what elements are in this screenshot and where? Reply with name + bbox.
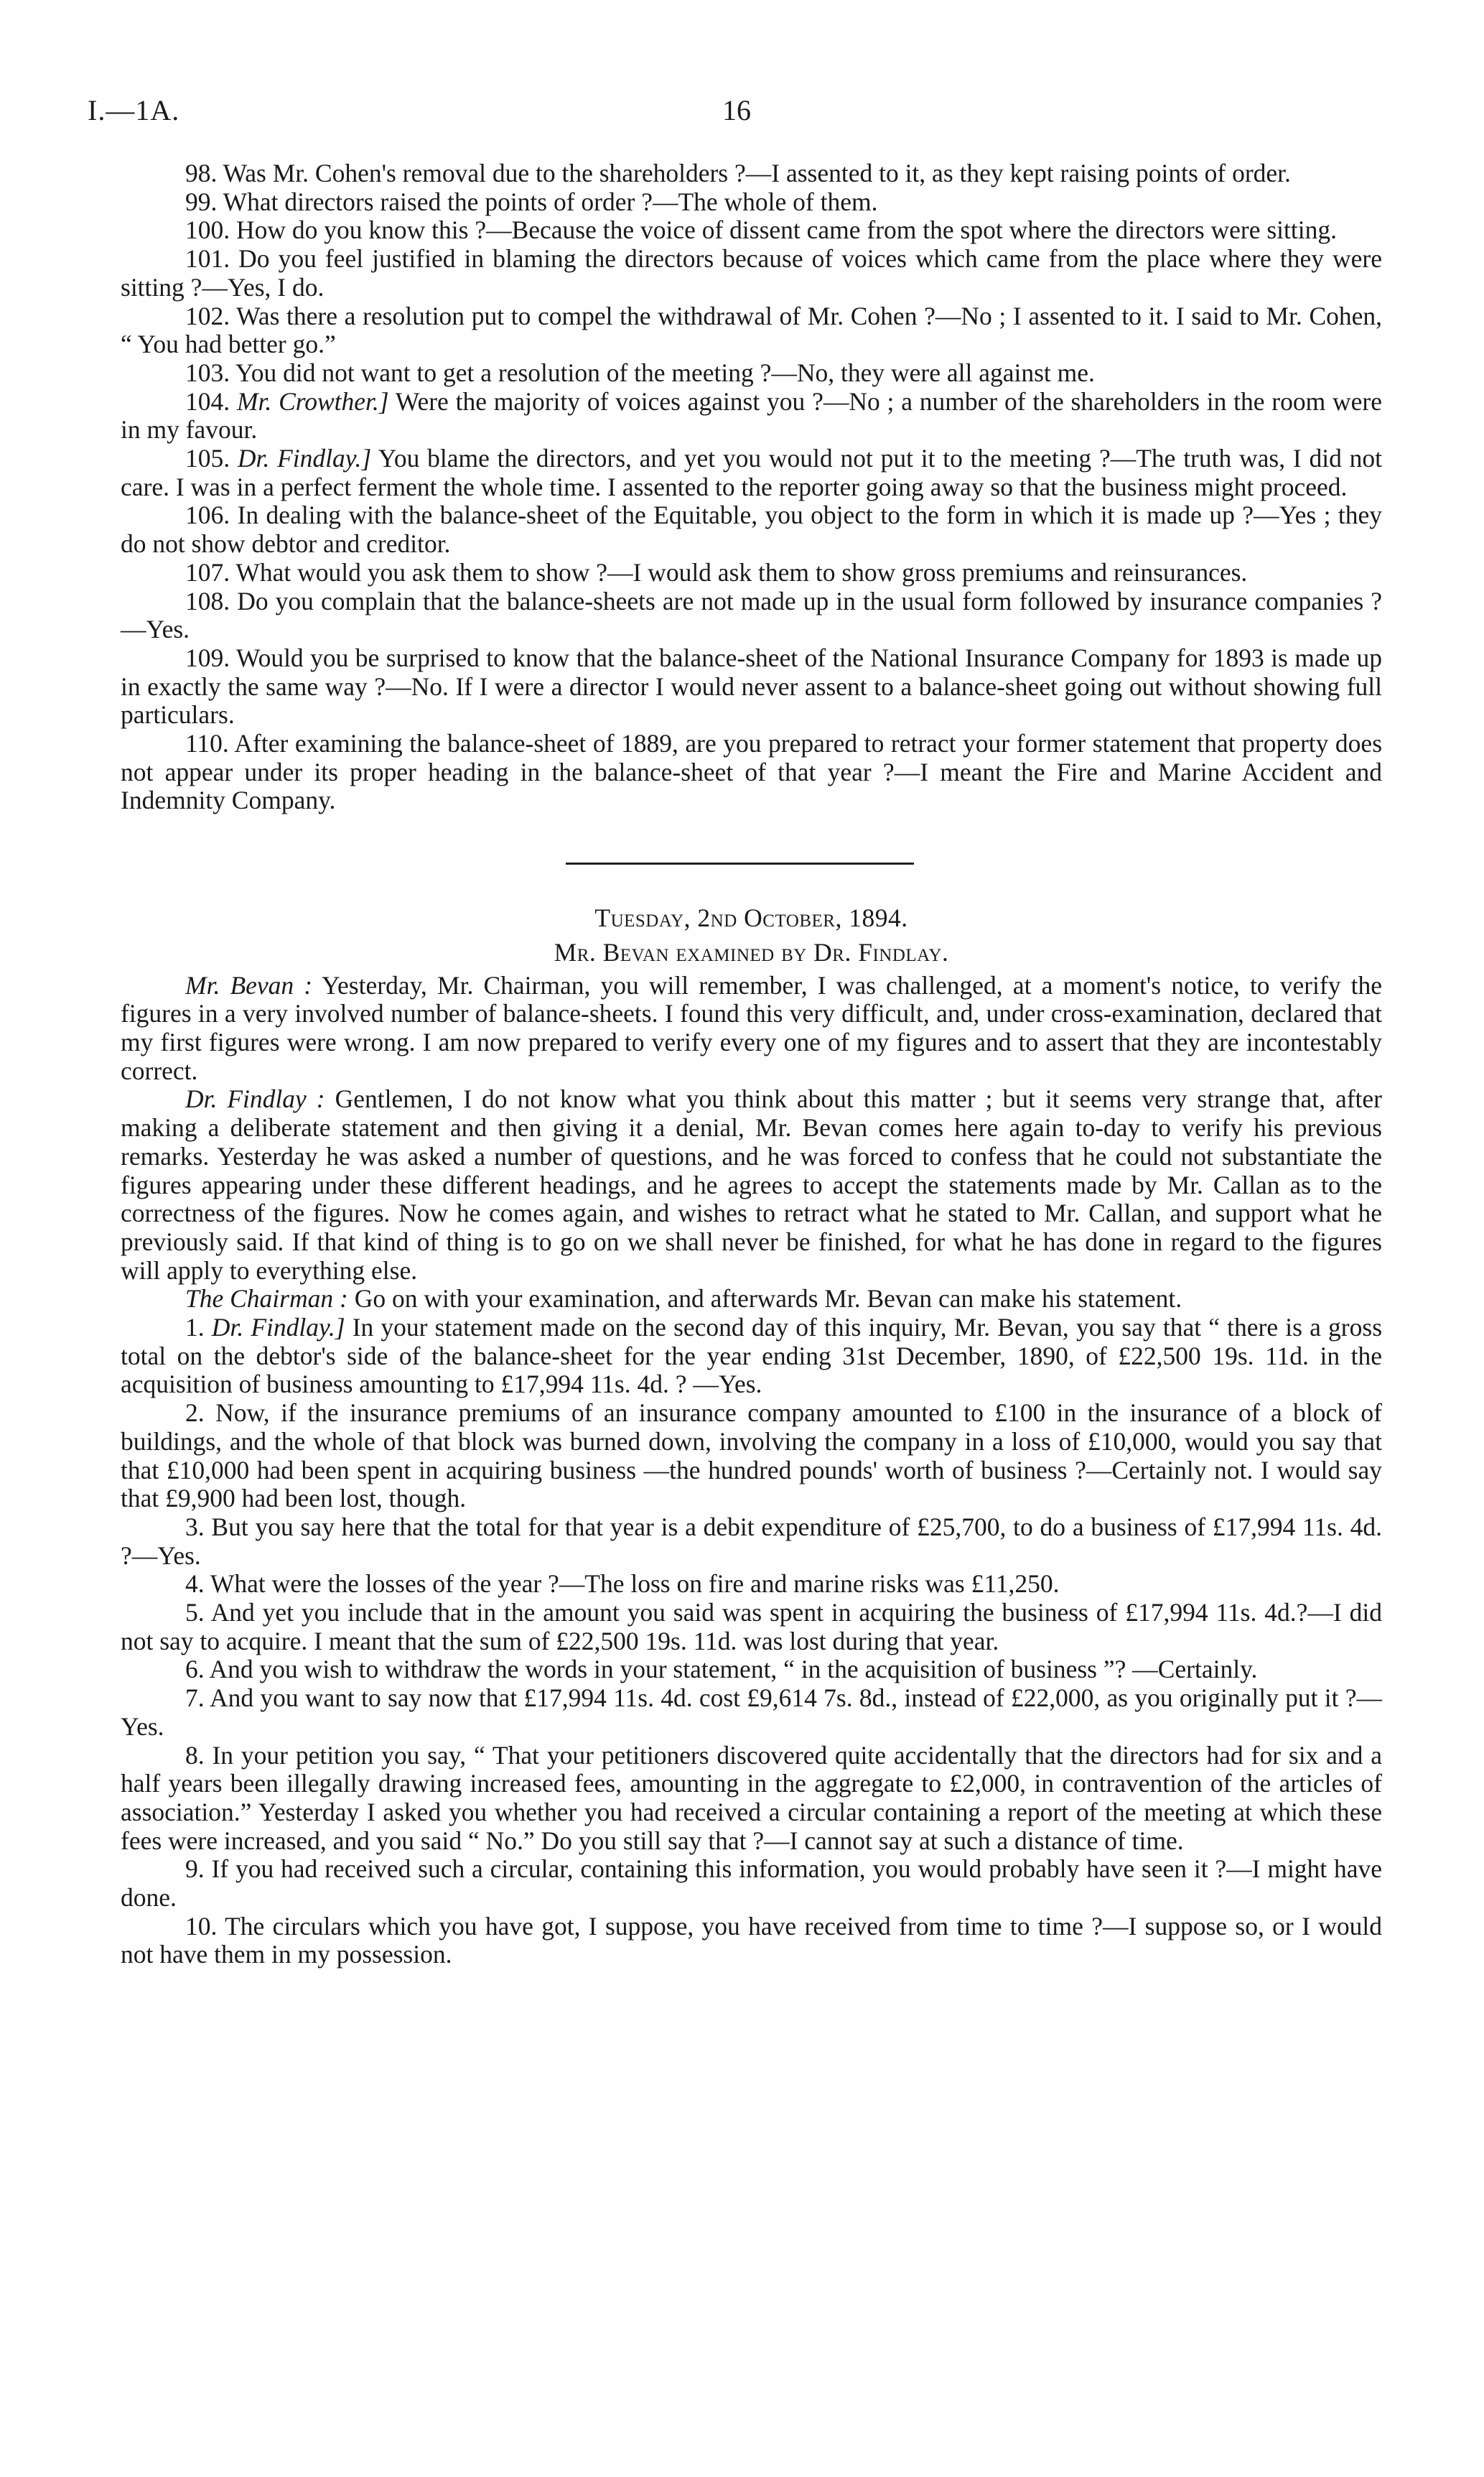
question-answer [121, 388, 1382, 445]
question-answer [121, 188, 1382, 217]
question-answer [121, 159, 1382, 188]
question-number: 98. [185, 159, 218, 187]
statement-text: Gentlemen, I do not know what you think about this matter ; but it seems very strange that, after making a deliberate statement and then giving it a denial, Mr. Bevan comes here again to-day to verify his previous remarks. Yesterday he was asked a number of questions, and he was forced to confess that he could not substantiate the figures appearing under these different headings, and he agrees to accept the statements made by Mr. Callan as to the correctness of the figures. Now he comes again, and wishes to retract what he stated to Mr. Callan, and support what he previously said. If that kind of thing is to go on we shall never be finished, for what he has done in regard to the figures will apply to everything else. [121, 1084, 1382, 1285]
question-text: Do you feel justified in blaming the directors because of voices which came from the place where they were sitting ?—Yes, I do. [121, 244, 1382, 302]
question-answer [121, 445, 1382, 501]
body-text [121, 159, 1382, 1969]
question-answer [121, 1599, 1382, 1655]
question-number: 100. [185, 215, 230, 245]
question-number: 3. [185, 1512, 205, 1541]
speaker-name: Mr. Bevan : [185, 970, 313, 1000]
question-answer [121, 1570, 1382, 1599]
examination-heading: Mr. Bevan examined by Dr. Findlay. [554, 937, 949, 967]
question-answer [121, 302, 1382, 359]
question-text: In your petition you say, “ That your petitioners discovered quite accidentally that the directors had for six and a half years been illegally drawing increased fees, amounting in the aggregate to £2,000, in contravention of the articles of association.” Yesterday I asked you whether you had received a circular containing a report of the meeting at which these fees were increased, and you said “ No.” Do you still say that ?—I cannot say at such a distance of time. [121, 1740, 1383, 1855]
question-number: 2. [185, 1398, 205, 1428]
question-number: 101. [185, 244, 230, 274]
question-number: 6. [185, 1655, 205, 1684]
statement-text: Yesterday, Mr. Chairman, you will remember, I was challenged, at a moment's notice, to verify the figures in a very involved number of balance-sheets. I found this very difficult, and, under cross-examination, declared that my first figures were wrong. I am now prepared to verify every one of my figures and to assert that they are incontestably correct. [121, 970, 1382, 1085]
question-answer [121, 1513, 1382, 1570]
question-text: In your statement made on the second day of this inquiry, Mr. Bevan, you say that “ there is a gross total on the debtor's side of the balance-sheet for the year ending 31st December, 1890, of £22,500 19s. 11d. in the acquisition of business amounting to £17,994 11s. 4d. ? —Yes. [121, 1313, 1383, 1399]
question-number: 7. [185, 1683, 205, 1713]
question-text: You did not want to get a resolution of the meeting ?—No, they were all against me. [235, 358, 1095, 387]
question-list-part2 [121, 1314, 1382, 1969]
question-answer [121, 501, 1382, 558]
question-answer [121, 559, 1382, 587]
question-text: Now, if the insurance premiums of an insurance company amounted to £100 in the insurance of a block of buildings, and the whole of that block was burned down, involving the company in a loss of £10,000, would you say that that £10,000 had been spent in acquiring business —the hundred pounds' worth of business ?—Certainly not. I would say that £9,900 had been lost, though. [121, 1398, 1383, 1513]
question-answer [121, 1655, 1382, 1684]
question-text: If you had received such a circular, containing this information, you would probably have seen it ?—I might have done. [121, 1854, 1383, 1913]
question-number: 1. [185, 1313, 205, 1342]
question-number: 107. [185, 557, 230, 587]
statement [121, 972, 1382, 1086]
question-number: 105. [185, 444, 230, 473]
question-number: 9. [185, 1854, 205, 1884]
question-text: Were the majority of voices against you ?—No ; a number of the shareholders in the room were in my favour. [121, 386, 1383, 445]
question-number: 4. [185, 1569, 205, 1599]
question-text: The circulars which you have got, I suppose, you have received from time to time ?—I suppose so, or I would not have them in my possession. [121, 1911, 1382, 1969]
question-answer [121, 216, 1382, 245]
speaker-name: Mr. Crowther.] [236, 386, 389, 416]
question-number: 10. [185, 1911, 218, 1941]
question-answer [121, 359, 1382, 388]
question-answer [121, 1742, 1382, 1856]
question-answer [121, 1314, 1382, 1399]
question-answer [121, 730, 1382, 815]
question-number: 103. [185, 358, 230, 387]
statement-list [121, 972, 1382, 1314]
question-answer [121, 1399, 1382, 1513]
divider-rule [566, 863, 914, 865]
question-text: What directors raised the points of order ?—The whole of them. [223, 187, 878, 216]
question-number: 99. [185, 187, 218, 216]
page-number: 16 [722, 94, 751, 126]
question-text: And yet you include that in the amount you said was spent in acquiring the business of £17,994 11s. 4d.?—I did not say to acquire. I meant that the sum of £22,500 19s. 11d. was lost during that year. [121, 1598, 1382, 1655]
statement [121, 1085, 1382, 1285]
question-number: 104. [185, 386, 230, 416]
question-text: Do you complain that the balance-sheets are not made up in the usual form followed by insurance companies ?—Yes. [121, 586, 1383, 644]
question-number: 109. [185, 643, 230, 672]
question-answer [121, 1684, 1382, 1741]
question-text: After examining the balance-sheet of 1889, are you prepared to retract your former statement that property does not appear under its proper heading in the balance-sheet of that year ?—I meant the Fire and Marine Accident and Indemnity Company. [121, 729, 1383, 815]
question-number: 108. [185, 586, 230, 615]
question-answer [121, 1913, 1382, 1969]
question-text: Was there a resolution put to compel the withdrawal of Mr. Cohen ?—No ; I assented to it. I said to Mr. Cohen, “ You had better go.” [121, 301, 1383, 359]
question-text: What were the losses of the year ?—The loss on fire and marine risks was £11,250. [210, 1569, 1060, 1599]
speaker-name: Dr. Findlay.] [211, 1313, 345, 1342]
question-text: And you wish to withdraw the words in your statement, “ in the acquisition of business ”? —Certainly. [209, 1655, 1258, 1684]
question-text: Would you be surprised to know that the balance-sheet of the National Insurance Company for 1893 is made up in exactly the same way ?—No. If I were a director I would never assent to a balance-sheet going out without showing full particulars. [121, 643, 1382, 730]
question-number: 102. [185, 301, 230, 330]
question-text: And you want to say now that £17,994 11s. 4d. cost £9,614 7s. 8d., instead of £22,000, as you originally put it ?—Yes. [121, 1683, 1382, 1741]
section-reference: I.—1A. [88, 94, 180, 126]
question-answer [121, 1855, 1382, 1912]
question-answer [121, 644, 1382, 730]
speaker-name: Dr. Findlay : [185, 1084, 325, 1114]
question-text: In dealing with the balance-sheet of the Equitable, you object to the form in which it is made up ?—Yes ; they do not show debtor and creditor. [121, 501, 1383, 559]
question-number: 106. [185, 501, 230, 530]
speaker-name: Dr. Findlay.] [237, 444, 372, 473]
question-list-part1 [121, 159, 1382, 815]
question-text: How do you know this ?—Because the voice of dissent came from the spot where the directors were sitting. [236, 215, 1338, 245]
question-text: But you say here that the total for that year is a debit expenditure of £25,700, to do a business of £17,994 11s. 4d. ?—Yes. [121, 1512, 1383, 1570]
page-header [88, 93, 1386, 136]
statement-text: Go on with your examination, and afterwards Mr. Bevan can make his statement. [354, 1284, 1182, 1314]
statement [121, 1285, 1382, 1314]
question-text: What would you ask them to show ?—I would ask them to show gross premiums and reinsurances. [235, 557, 1248, 587]
question-text: Was Mr. Cohen's removal due to the shareholders ?—I assented to it, as they kept raising points of order. [223, 159, 1291, 187]
question-number: 110. [185, 729, 229, 758]
session-date: Tuesday, 2nd October, 1894. [594, 903, 908, 933]
question-number: 5. [185, 1598, 205, 1627]
question-number: 8. [185, 1740, 205, 1770]
question-text: You blame the directors, and yet you would not put it to the meeting ?—The truth was, I did not care. I was in a perfect ferment the whole time. I assented to the reporter going away so that the business might proceed. [121, 444, 1383, 501]
speaker-name: The Chairman : [185, 1284, 348, 1314]
question-answer [121, 587, 1382, 644]
question-answer [121, 245, 1382, 302]
section-divider [121, 815, 1382, 893]
